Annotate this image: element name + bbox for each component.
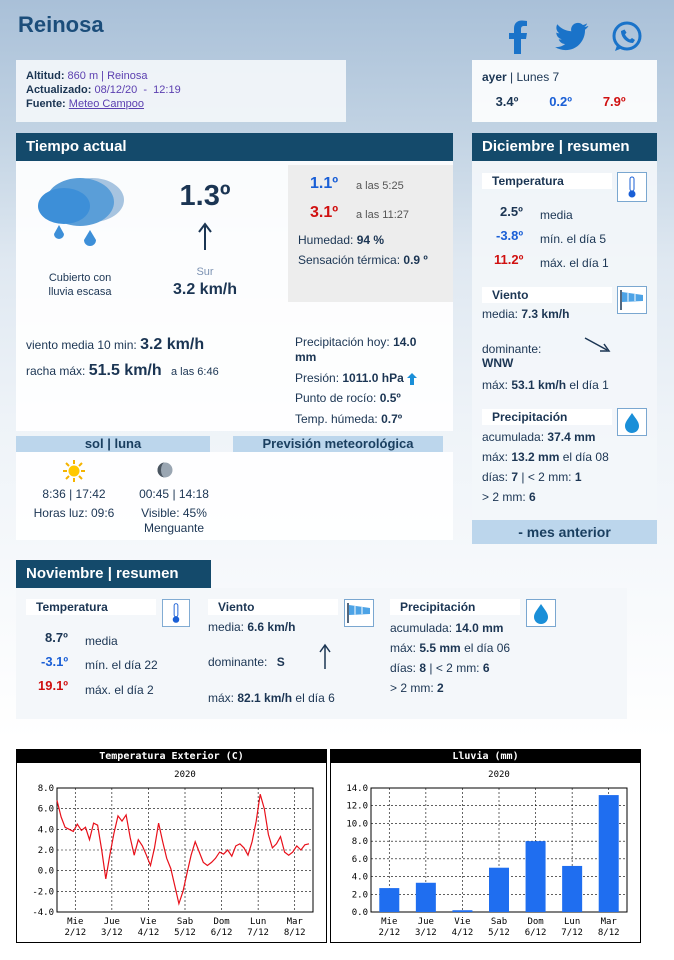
raindrop-icon: [617, 408, 647, 436]
dic-dias-mid: | < 2 mm:: [521, 470, 572, 484]
dic-viento-max-value: 53.1 km/h: [511, 378, 567, 392]
x-tick-day: Lun: [250, 917, 267, 927]
nov-dominante-label: dominante:: [208, 655, 268, 669]
fuente-link[interactable]: Meteo Campoo: [68, 98, 145, 110]
nov-viento-max-day: el día 6: [295, 691, 335, 705]
ayer-max: 7.9º: [602, 94, 626, 109]
ayer-day: | Lunes 7: [510, 70, 560, 84]
temp-humeda-label: Temp. húmeda:: [295, 412, 378, 426]
dic-gt2-label: > 2 mm:: [482, 490, 526, 504]
nov-dominante-value: S: [276, 655, 285, 669]
rain-bar: [379, 888, 399, 912]
x-tick-date: 8/12: [597, 928, 620, 938]
dic-dominante-label: dominante:: [482, 342, 542, 356]
ayer-box: [472, 60, 657, 122]
x-tick-date: 7/12: [247, 928, 269, 938]
viento-media-label: viento media 10 min:: [26, 338, 137, 352]
nov-precip-title: Precipitación: [390, 599, 520, 615]
altitud-value: 860 m | Reinosa: [67, 70, 148, 82]
ayer-media: 3.4º: [495, 94, 519, 109]
x-tick-date: 3/12: [415, 928, 437, 938]
ayer-min: 0.2º: [549, 94, 573, 109]
temp-chart-title: Temperatura Exterior (C): [17, 750, 326, 763]
rain-bar: [526, 841, 546, 912]
dic-temp-title: Temperatura: [482, 173, 612, 189]
dic-min: -3.8º: [496, 228, 524, 243]
thermometer-icon: [617, 172, 647, 202]
nov-pmax-day: el día 06: [464, 641, 511, 655]
x-tick-day: Jue: [103, 917, 120, 927]
moon-visible: Visible: 45%: [141, 506, 207, 520]
fuente-label: Fuente:: [26, 98, 66, 110]
viento-media-value: 3.2 km/h: [140, 336, 205, 353]
ayer-label: ayer: [482, 70, 507, 84]
dic-viento-media-value: 7.3 km/h: [521, 307, 570, 321]
today-max: 3.1º: [310, 204, 339, 221]
y-tick-label: 8.0: [37, 784, 54, 794]
prevision-header[interactable]: Previsión meteorológica: [233, 436, 443, 452]
y-tick-label: 8.0: [351, 837, 368, 848]
temp-chart-svg: [17, 763, 326, 942]
nov-pmax-label: máx:: [390, 641, 417, 655]
rain-chart-title: Lluvia (mm): [331, 750, 640, 763]
humedad-value: 94 %: [356, 233, 385, 247]
dic-acumulada-label: acumulada:: [482, 430, 545, 444]
x-tick-date: 2/12: [64, 928, 87, 938]
nov-dias-value: 8: [419, 661, 427, 675]
condition-line1: Cubierto con: [48, 272, 112, 284]
today-min: 1.1º: [310, 175, 339, 192]
x-tick-day: Mie: [67, 917, 84, 927]
nov-media: 8.7º: [45, 630, 68, 645]
rain-chart-svg: [331, 763, 640, 942]
x-tick-day: Dom: [213, 917, 230, 927]
dic-pmax-label: máx:: [482, 450, 509, 464]
wind-direction-arrow-icon: [583, 336, 611, 354]
precip-hoy-unit: mm: [295, 350, 317, 364]
station-info-box: [16, 60, 346, 122]
dic-dominante-value: WNW: [482, 356, 514, 370]
wind-speed: 3.2 km/h: [172, 281, 238, 298]
condition-text: [30, 271, 130, 299]
nov-viento-max-value: 82.1 km/h: [237, 691, 293, 705]
y-tick-label: 4.0: [351, 872, 368, 883]
altitud-label: Altitud:: [26, 70, 65, 82]
pressure-rising-icon: [407, 373, 417, 385]
dic-dias-label: días:: [482, 470, 509, 484]
chart-subtitle: 2020: [488, 770, 510, 780]
y-tick-label: 0.0: [351, 908, 368, 918]
dic-viento-title: Viento: [482, 287, 612, 303]
y-tick-label: 2.0: [37, 846, 54, 856]
nov-max-label: máx. el día 2: [85, 683, 154, 697]
dic-media-label: media: [540, 208, 573, 222]
dic-acumulada-value: 37.4 mm: [547, 430, 596, 444]
nov-viento-media-label: media:: [208, 620, 245, 634]
x-tick-day: Mie: [381, 917, 398, 927]
actualizado-value: 08/12/20 - 12:19: [94, 84, 181, 96]
y-tick-label: 14.0: [346, 784, 368, 794]
racha-label: racha máx:: [26, 364, 86, 378]
whatsapp-icon[interactable]: [610, 20, 644, 54]
today-max-time: a las 11:27: [356, 209, 410, 221]
x-tick-day: Mar: [286, 917, 303, 927]
nov-viento-title: Viento: [208, 599, 338, 615]
nov-pmax-value: 5.5 mm: [419, 641, 461, 655]
dic-pmax-day: el día 08: [562, 450, 609, 464]
y-tick-label: 6.0: [37, 804, 54, 815]
y-tick-label: -4.0: [32, 908, 54, 918]
nov-acumulada-label: acumulada:: [390, 621, 453, 635]
rain-chart: [330, 749, 641, 943]
actualizado-label: Actualizado:: [26, 84, 92, 96]
rain-bar: [452, 910, 472, 912]
dic-viento-max-day: el día 1: [569, 378, 609, 392]
dic-viento-media-label: media:: [482, 307, 519, 321]
temperature-line: [57, 794, 309, 904]
thermometer-icon: [162, 599, 190, 627]
rain-bar: [562, 866, 582, 912]
x-tick-day: Sab: [490, 917, 508, 927]
temp-humeda-value: 0.7º: [381, 412, 403, 426]
x-tick-day: Vie: [140, 917, 157, 927]
x-tick-date: 3/12: [101, 928, 123, 938]
chart-subtitle: 2020: [174, 770, 196, 780]
y-tick-label: -2.0: [32, 887, 54, 898]
precip-hoy-label: Precipitación hoy:: [295, 335, 390, 349]
nov-dias-lt2: 6: [482, 661, 490, 675]
condition-line2: lluvia escasa: [48, 286, 112, 298]
x-tick-date: 7/12: [561, 928, 583, 938]
racha-value: 51.5 km/h: [88, 362, 162, 379]
moon-icon: [157, 459, 173, 481]
current-temp: 1.3º: [179, 180, 231, 212]
nov-viento-media-value: 6.6 km/h: [247, 620, 296, 634]
racha-time: a las 6:46: [170, 366, 219, 378]
rocio-label: Punto de rocío:: [295, 391, 377, 405]
x-tick-date: 5/12: [488, 928, 510, 938]
horas-luz: Horas luz: 09:6: [33, 506, 115, 520]
moon-times: 00:45 | 14:18: [139, 487, 209, 501]
wind-arrow-up-icon: [196, 222, 214, 252]
windsock-icon: [344, 599, 374, 627]
x-tick-date: 5/12: [174, 928, 196, 938]
diciembre-header: Diciembre | resumen: [472, 133, 657, 161]
humedad-label: Humedad:: [298, 233, 354, 247]
dic-viento-max-label: máx:: [482, 378, 509, 392]
nov-gt2-label: > 2 mm:: [390, 681, 434, 695]
x-tick-day: Dom: [527, 917, 544, 927]
wind-arrow-up-icon: [318, 643, 332, 671]
x-tick-day: Mar: [600, 917, 617, 927]
x-tick-date: 6/12: [210, 928, 233, 938]
x-tick-day: Sab: [176, 917, 194, 927]
y-tick-label: 0.0: [37, 866, 54, 877]
twitter-icon[interactable]: [555, 20, 589, 54]
y-tick-label: 4.0: [37, 825, 54, 836]
dic-media: 2.5º: [500, 204, 523, 219]
dic-gt2-value: 6: [529, 490, 536, 504]
sun-times: 8:36 | 17:42: [42, 487, 106, 501]
sun-icon: [63, 460, 85, 482]
dic-min-label: mín. el día 5: [540, 232, 607, 246]
precip-hoy-value: 14.0: [393, 335, 417, 349]
moon-phase: Menguante: [143, 521, 205, 535]
x-tick-day: Vie: [454, 917, 471, 927]
nov-viento-max-label: máx:: [208, 691, 235, 705]
nov-gt2-value: 2: [437, 681, 444, 695]
raindrop-icon: [526, 599, 556, 627]
dic-dias-lt2: 1: [574, 470, 582, 484]
nov-temp-title: Temperatura: [26, 599, 156, 615]
dic-precip-title: Precipitación: [482, 409, 612, 425]
dic-max-label: máx. el día 1: [540, 256, 609, 270]
sensacion-value: 0.9 º: [403, 253, 428, 267]
nov-dias-label: días:: [390, 661, 417, 675]
nov-min-label: mín. el día 22: [85, 658, 158, 672]
x-tick-day: Jue: [417, 917, 434, 927]
rain-bar: [416, 883, 436, 912]
x-tick-date: 6/12: [524, 928, 547, 938]
facebook-icon[interactable]: [502, 20, 536, 54]
dic-max: 11.2º: [494, 252, 524, 267]
x-tick-date: 4/12: [451, 928, 474, 938]
y-tick-label: 12.0: [346, 801, 368, 812]
noviembre-header: Noviembre | resumen: [16, 560, 211, 588]
nov-min: -3.1º: [41, 654, 69, 669]
nov-media-label: media: [85, 634, 118, 648]
y-tick-label: 6.0: [351, 854, 368, 865]
presion-value: 1011.0 hPa: [342, 371, 404, 385]
today-min-time: a las 5:25: [356, 180, 404, 192]
x-tick-date: 2/12: [378, 928, 401, 938]
x-tick-date: 8/12: [283, 928, 306, 938]
x-tick-day: Lun: [564, 917, 581, 927]
wind-direction: Sur: [196, 266, 214, 278]
dic-pmax-value: 13.2 mm: [511, 450, 560, 464]
station-title: Reinosa: [18, 12, 104, 37]
dic-dias-value: 7: [511, 470, 519, 484]
mes-anterior-button[interactable]: - mes anterior: [472, 520, 657, 544]
windsock-icon: [617, 286, 647, 314]
cloud-rain-icon: [32, 170, 132, 250]
sensacion-label: Sensación térmica:: [298, 253, 401, 267]
sol-luna-header: sol | luna: [16, 436, 210, 452]
temp-chart: [16, 749, 327, 943]
x-tick-date: 4/12: [137, 928, 160, 938]
presion-label: Presión:: [295, 371, 340, 385]
nov-max: 19.1º: [38, 678, 69, 693]
rain-bar: [599, 795, 619, 912]
rocio-value: 0.5º: [379, 391, 401, 405]
nov-dias-mid: | < 2 mm:: [429, 661, 480, 675]
nov-acumulada-value: 14.0 mm: [455, 621, 504, 635]
y-tick-label: 2.0: [351, 890, 368, 901]
y-tick-label: 10.0: [346, 819, 368, 830]
tiempo-actual-header: Tiempo actual: [16, 133, 453, 161]
rain-bar: [489, 868, 509, 912]
